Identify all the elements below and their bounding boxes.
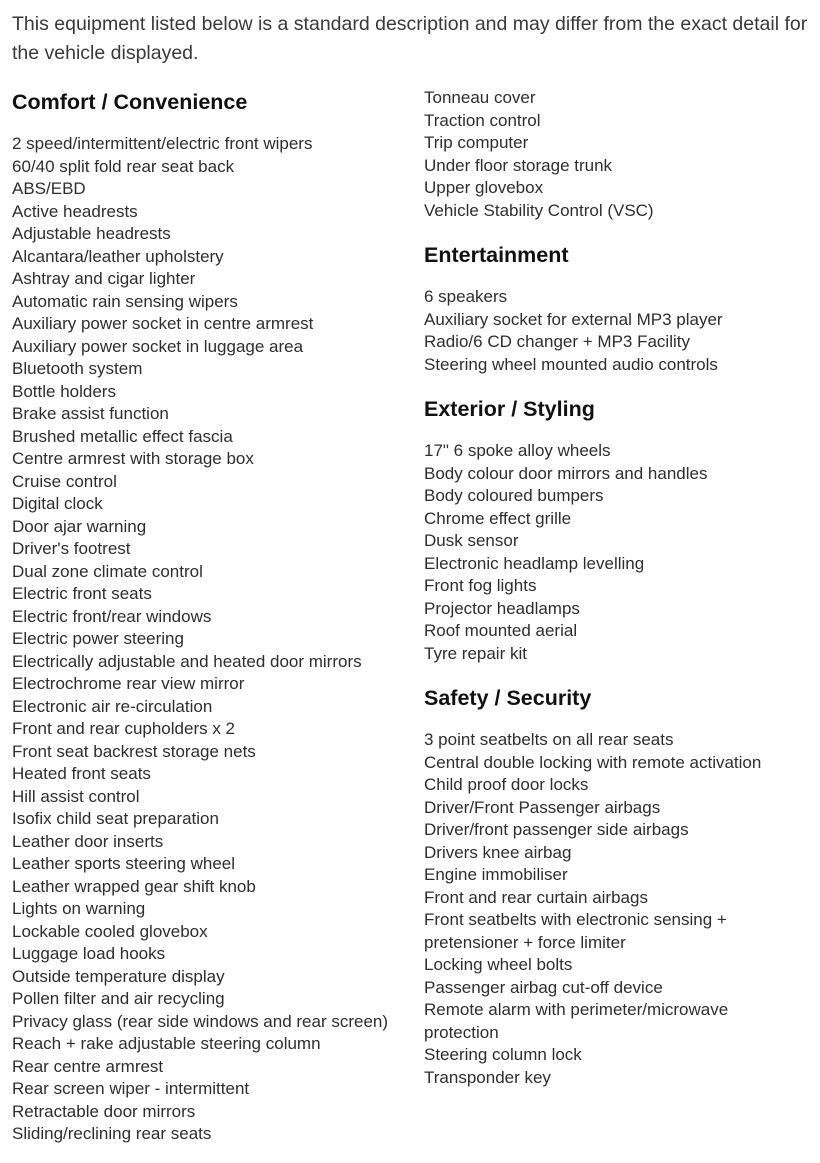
list-item: Steering wheel mounted audio controls bbox=[424, 354, 718, 374]
list-item: Door ajar warning bbox=[12, 516, 147, 536]
list-item: 60/40 split fold rear seat back bbox=[12, 156, 235, 176]
list-item: Brake assist function bbox=[12, 404, 169, 423]
list-item: Auxiliary socket for external MP3 player bbox=[424, 309, 723, 329]
list-item: Electrically adjustable and heated door mirrors bbox=[12, 651, 362, 671]
list-item: Alcantara/leather upholstery bbox=[12, 246, 224, 266]
list-item: Under floor storage trunk bbox=[424, 155, 613, 175]
section-title-safety: Safety / Security bbox=[424, 686, 592, 710]
disclaimer-text: This equipment listed below is a standard description and may differ from the exact detail for the vehicle displayed. bbox=[12, 13, 808, 64]
list-item: Driver/Front Passenger airbags bbox=[424, 797, 661, 817]
list-item: Passenger airbag cut-off device bbox=[424, 977, 663, 997]
list-item: 6 speakers bbox=[424, 287, 508, 306]
comfort-continued-list bbox=[424, 87, 814, 222]
list-item: Body colour door mirrors and handles bbox=[424, 463, 708, 483]
list-item: Active headrests bbox=[12, 201, 138, 221]
list-item: Brushed metallic effect fascia bbox=[12, 426, 233, 446]
list-item: Dual zone climate control bbox=[12, 561, 203, 581]
list-item: Ashtray and cigar lighter bbox=[12, 269, 196, 288]
list-item: Isofix child seat preparation bbox=[12, 809, 219, 828]
list-item: Roof mounted aerial bbox=[424, 621, 578, 640]
list-item: Tonneau cover bbox=[424, 88, 536, 107]
list-item: Front seatbelts with electronic sensing + pretensioner + force limiter bbox=[424, 910, 727, 952]
list-item: 2 speed/intermittent/electric front wipers bbox=[12, 134, 313, 153]
list-item: Leather sports steering wheel bbox=[12, 854, 236, 873]
list-item: Rear centre armrest bbox=[12, 1056, 164, 1076]
section-title-entertainment: Entertainment bbox=[424, 243, 569, 267]
list-item: Child proof door locks bbox=[424, 775, 589, 794]
list-item: Engine immobiliser bbox=[424, 865, 568, 884]
list-item: Locking wheel bolts bbox=[424, 955, 573, 974]
list-item: Bottle holders bbox=[12, 381, 116, 401]
list-item: Dusk sensor bbox=[424, 531, 519, 550]
list-item: Steering column lock bbox=[424, 1045, 582, 1064]
list-item: Privacy glass (rear side windows and rear screen) bbox=[12, 1011, 389, 1031]
list-item: Leather door inserts bbox=[12, 831, 164, 851]
list-item: Cruise control bbox=[12, 471, 117, 491]
list-item: Front seat backrest storage nets bbox=[12, 741, 256, 761]
list-item: Digital clock bbox=[12, 494, 103, 513]
list-item: Electric front/rear windows bbox=[12, 606, 212, 626]
list-item: Rear screen wiper - intermittent bbox=[12, 1079, 250, 1098]
list-item: Luggage load hooks bbox=[12, 944, 166, 963]
list-item: Remote alarm with perimeter/microwave protection bbox=[424, 1000, 729, 1042]
list-item: 17" 6 spoke alloy wheels bbox=[424, 441, 611, 460]
list-item: 3 point seatbelts on all rear seats bbox=[424, 730, 674, 749]
list-item: Reach + rake adjustable steering column bbox=[12, 1034, 321, 1053]
list-item: Heated front seats bbox=[12, 764, 151, 783]
list-item: Auxiliary power socket in centre armrest bbox=[12, 314, 314, 333]
list-item: Leather wrapped gear shift knob bbox=[12, 876, 256, 896]
list-item: Centre armrest with storage box bbox=[12, 449, 254, 468]
exterior-list bbox=[424, 440, 814, 665]
list-item: Auxiliary power socket in luggage area bbox=[12, 336, 304, 356]
list-item: Upper glovebox bbox=[424, 178, 544, 197]
list-item: Outside temperature display bbox=[12, 966, 225, 986]
section-title-exterior: Exterior / Styling bbox=[424, 397, 595, 421]
list-item: Driver's footrest bbox=[12, 539, 131, 558]
list-item: ABS/EBD bbox=[12, 179, 86, 198]
entertainment-list bbox=[424, 286, 814, 376]
list-item: Adjustable headrests bbox=[12, 224, 171, 243]
section-title-comfort: Comfort / Convenience bbox=[12, 90, 248, 114]
list-item: Transponder key bbox=[424, 1067, 551, 1087]
list-item: Front and rear curtain airbags bbox=[424, 887, 648, 907]
list-item: Vehicle Stability Control (VSC) bbox=[424, 200, 654, 220]
list-item: Body coloured bumpers bbox=[424, 486, 604, 505]
list-item: Trip computer bbox=[424, 133, 529, 152]
list-item: Lights on warning bbox=[12, 899, 146, 918]
right-column bbox=[424, 87, 814, 1089]
left-column bbox=[12, 85, 417, 1146]
list-item: Central double locking with remote activation bbox=[424, 752, 762, 772]
list-item: Projector headlamps bbox=[424, 598, 580, 618]
list-item: Sliding/reclining rear seats bbox=[12, 1124, 212, 1143]
list-item: Electronic headlamp levelling bbox=[424, 553, 645, 573]
list-item: Tyre repair kit bbox=[424, 643, 527, 663]
list-item: Electrochrome rear view mirror bbox=[12, 674, 245, 693]
list-item: Chrome effect grille bbox=[424, 508, 572, 528]
safety-list bbox=[424, 729, 814, 1089]
list-item: Bluetooth system bbox=[12, 359, 143, 378]
list-item: Traction control bbox=[424, 110, 541, 130]
list-item: Electronic air re-circulation bbox=[12, 696, 213, 716]
list-item: Automatic rain sensing wipers bbox=[12, 291, 238, 311]
list-item: Front and rear cupholders x 2 bbox=[12, 719, 236, 738]
list-item: Front fog lights bbox=[424, 576, 537, 595]
list-item: Drivers knee airbag bbox=[424, 842, 572, 862]
list-item: Electric front seats bbox=[12, 584, 152, 603]
list-item: Hill assist control bbox=[12, 786, 140, 806]
list-item: Radio/6 CD changer + MP3 Facility bbox=[424, 332, 690, 351]
list-item: Electric power steering bbox=[12, 629, 184, 648]
list-item: Lockable cooled glovebox bbox=[12, 921, 208, 941]
list-item: Retractable door mirrors bbox=[12, 1101, 196, 1121]
list-item: Driver/front passenger side airbags bbox=[424, 820, 689, 839]
list-item: Pollen filter and air recycling bbox=[12, 989, 225, 1008]
comfort-list bbox=[12, 133, 417, 1146]
